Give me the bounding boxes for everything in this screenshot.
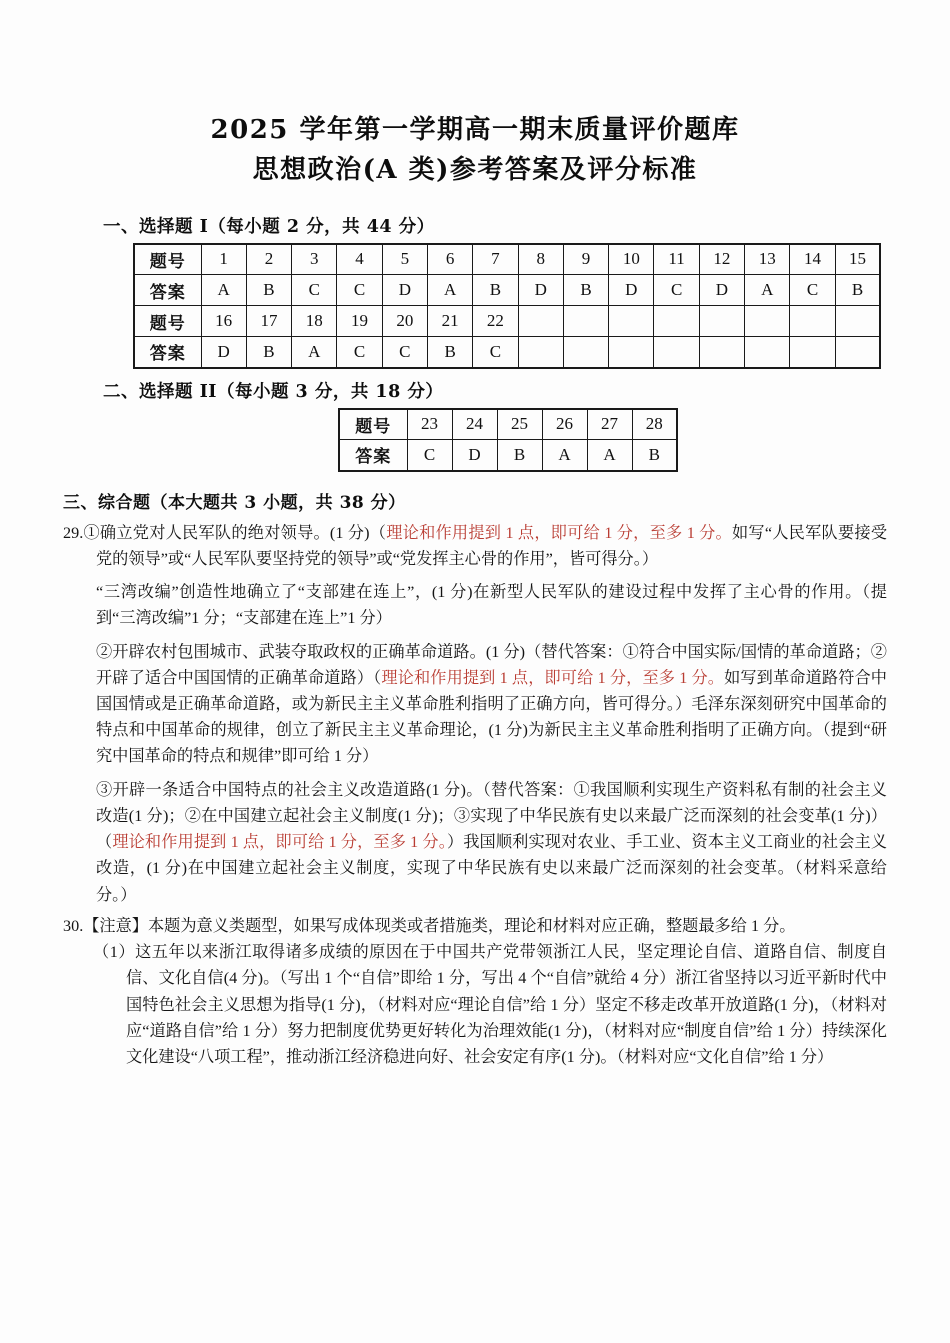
answer-cell [563,337,608,368]
answer-cell: C [790,275,835,306]
question-number-cell [518,306,563,337]
answer-cell [745,337,790,368]
question-29-number: 29. [63,523,84,542]
question-number-cell: 4 [337,244,382,275]
answer-cell: D [201,337,246,368]
answer-cell [609,337,654,368]
question-number-cell [699,306,744,337]
question-number-cell [745,306,790,337]
answer-cell: A [587,440,632,471]
answer-cell [835,337,880,368]
question-29-block [63,520,887,572]
title-line-2: 思想政治(A 类)参考答案及评分标准 [252,155,698,186]
answer-cell [518,337,563,368]
question-number-cell [654,306,699,337]
q29-p4-part-b: ）我国顺利实现对农业、手工业、资本主义工商业的社会主义改造，(1 分)在中国建立起社会主义制度，实现了中华民族有史以来最广泛而深刻的社会变革。（材料采意给分。） [96,833,888,904]
question-number-cell: 11 [654,244,699,275]
question-number-cell: 9 [563,244,608,275]
answer-cell: B [835,275,880,306]
question-number-cell: 18 [292,306,337,337]
question-number-cell: 22 [473,306,518,337]
question-number-cell: 14 [790,244,835,275]
question-number-cell: 7 [473,244,518,275]
q29-p4-part-a: ③开辟一条适合中国特点的社会主义改造道路(1 分)。（替代答案：①我国顺利实现生产资料私有制的社会主义改造(1 分)；②在中国建立起社会主义制度(1 分)；③实现了中华民族有史以来最广泛而深刻的社会变革(1 分)）（ [96,780,887,852]
answer-cell: D [452,440,497,471]
question-29-paragraph-4 [63,777,887,908]
question-number-cell: 12 [699,244,744,275]
answer-cell: D [699,275,744,306]
question-number-cell: 20 [382,306,427,337]
row-header-answer: 答案 [134,275,201,306]
question-29-paragraph-3 [63,639,887,770]
row-header-question: 题号 [134,306,201,337]
row-header-answer: 答案 [339,440,407,471]
title-line-1: 2025 学年第一学期高一期末质量评价题库 [210,115,740,145]
question-number-cell [609,306,654,337]
question-number-cell: 13 [745,244,790,275]
table-row [134,244,880,275]
answer-cell [654,337,699,368]
q30-item-1-text: 这五年以来浙江取得诸多成绩的原因在于中国共产党带领浙江人民，坚定理论自信、道路自信、制度自信、文化自信(4 分)。（写出 1 个“自信”即给 1 分，写出 4 个“自信”就给 4 分）浙江省坚持以习近平新时代中国特色社会主义思想为指导(1 分)，（材料对应“理论自信”给 1 分）坚定不移走改革开放道路(1 分)，（材料对应“道路自信”给 1 分）努力把制度优势更好转化为治理效能(1 分)，（材料对应“制度自信”给 1 分）持续深化文化建设“八项工程”，推动浙江经济稳进向好、社会安定有序(1 分)。（材料对应“文化自信”给 1 分） [126,943,888,1067]
q29-p1-part-a: ①确立党对人民军队的绝对领导。(1 分)（ [83,523,387,542]
answer-cell: D [609,275,654,306]
question-30-number: 30. [63,916,84,935]
question-number-cell: 6 [427,244,472,275]
question-number-cell: 5 [382,244,427,275]
answer-cell: B [563,275,608,306]
question-30-block [63,913,887,939]
question-number-cell: 10 [609,244,654,275]
document-title [0,0,950,191]
question-number-cell: 23 [407,409,452,440]
answer-cell: A [292,337,337,368]
table-row [134,337,880,368]
answer-cell: D [518,275,563,306]
objective-answers-table-2 [338,408,678,472]
question-29-paragraph-2 [63,579,887,631]
question-number-cell [835,306,880,337]
answer-cell: B [473,275,518,306]
answer-cell: A [427,275,472,306]
section-three-heading: 三、综合题（本大题共 3 小题，共 38 分） [63,492,406,513]
question-number-cell: 21 [427,306,472,337]
question-number-cell: 2 [246,244,291,275]
table-row [339,440,677,471]
answer-cell [790,337,835,368]
answer-cell: C [337,337,382,368]
row-header-question: 题号 [134,244,201,275]
table-row [134,306,880,337]
q29-p2-text: “三湾改编”创造性地确立了“支部建在连上”，(1 分)在新型人民军队的建设过程中发挥了主心骨的作用。（提到“三湾改编”1 分；“支部建在连上”1 分） [96,583,887,628]
section-one-heading: 一、选择题 I（每小题 2 分，共 44 分） [103,216,435,237]
question-number-cell [563,306,608,337]
answer-cell: D [382,275,427,306]
answer-cell: A [745,275,790,306]
question-number-cell: 8 [518,244,563,275]
answer-cell: C [382,337,427,368]
question-number-cell: 28 [632,409,677,440]
q29-p1-annotation: 理论和作用提到 1 点，即可给 1 分，至多 1 分。 [386,523,732,542]
row-header-answer: 答案 [134,337,201,368]
answer-cell: C [473,337,518,368]
table-row [339,409,677,440]
q29-p3-part-b: 如写到革命道路符合中国国情或是正确革命道路，或为新民主主义革命胜利指明了正确方向，皆可得分。）毛泽东深刻研究中国革命的特点和中国革命的规律，创立了新民主主义革命理论，(1 分)为新民主主义革命胜利指明了正确方向。（提到“研究中国革命的特点和规律”即可给 1 分） [96,668,887,766]
answer-cell: C [654,275,699,306]
question-number-cell: 16 [201,306,246,337]
answer-cell: C [407,440,452,471]
q29-p4-annotation: 理论和作用提到 1 点，即可给 1 分，至多 1 分。 [112,833,447,852]
question-number-cell: 1 [201,244,246,275]
answer-cell: C [292,275,337,306]
question-number-cell: 17 [246,306,291,337]
answer-cell [699,337,744,368]
question-number-cell: 3 [292,244,337,275]
question-number-cell [790,306,835,337]
q30-item-1-label: （1） [93,943,136,962]
answer-cell: A [201,275,246,306]
question-number-cell: 24 [452,409,497,440]
objective-answers-table-1 [133,243,881,369]
answer-cell: B [497,440,542,471]
question-number-cell: 19 [337,306,382,337]
q29-p3-part-a: ②开辟农村包围城市、武装夺取政权的正确革命道路。(1 分)（替代答案：①符合中国实际/国情的革命道路；②开辟了适合中国国情的正确革命道路）（ [96,642,887,687]
table-row [134,275,880,306]
section-two-table-wrap [0,408,950,472]
answer-cell: B [632,440,677,471]
answer-cell: B [246,275,291,306]
section-one-table-wrap [0,243,950,369]
question-number-cell: 15 [835,244,880,275]
question-number-cell: 27 [587,409,632,440]
answer-cell: A [542,440,587,471]
q29-p1-part-b: 如写“人民军队要接受党的领导”或“人民军队要坚持党的领导”或“党发挥主心骨的作用”，皆可得分。） [96,523,888,568]
question-30-item-1 [63,939,887,1070]
section-two-heading: 二、选择题 II（每小题 3 分，共 18 分） [103,381,444,402]
question-number-cell: 25 [497,409,542,440]
question-number-cell: 26 [542,409,587,440]
q29-p3-annotation: 理论和作用提到 1 点，即可给 1 分，至多 1 分。 [381,668,725,687]
answer-cell: B [246,337,291,368]
row-header-question: 题号 [339,409,407,440]
q30-note-text: 【注意】本题为意义类题型，如果写成体现类或者措施类，理论和材料对应正确，整题最多给 1 分。 [83,916,796,935]
answer-cell: B [427,337,472,368]
answer-cell: C [337,275,382,306]
